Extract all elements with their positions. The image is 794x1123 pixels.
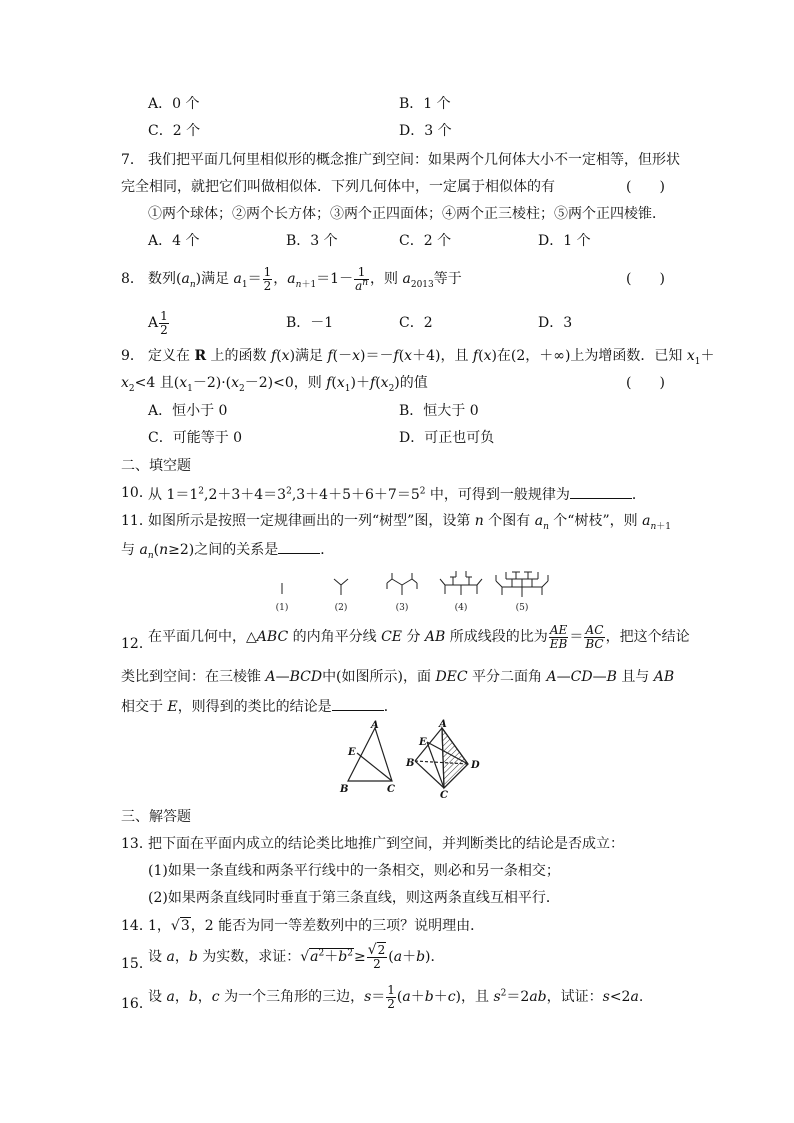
q16-number: 16． xyxy=(121,996,153,1012)
q11-number: 11． xyxy=(121,513,153,529)
tree-label-2: (2) xyxy=(334,603,348,613)
tree-figure xyxy=(270,568,570,616)
tree-label-4: (4) xyxy=(454,603,468,613)
fig-label-b: B xyxy=(340,784,349,795)
fig-label-b2: B xyxy=(406,758,415,769)
q9-option-a: A．恒小于 0 xyxy=(148,403,228,419)
tree-label-5: (5) xyxy=(515,603,529,613)
q13-number: 13． xyxy=(121,836,153,852)
q6-option-d: D．3 个 xyxy=(399,123,452,139)
q6-option-a: A．0 个 xyxy=(148,96,200,112)
q9-answer-paren: ( ) xyxy=(626,375,665,391)
section-2-heading: 二、填空题 xyxy=(121,458,191,474)
q12-line-2: 类比到空间：在三棱锥 A—BCD中(如图所示)，面 DEC 平分二面角 A—CD—B 且与 AB xyxy=(121,669,675,685)
q12-figure xyxy=(335,718,495,798)
fig-label-e2: E xyxy=(419,737,427,748)
q13-line-3: (2)如果两条直线同时垂直于第三条直线，则这两条直线互相平行． xyxy=(148,890,560,906)
q9-option-d: D．可正也可负 xyxy=(399,430,495,446)
q7-option-d: D．1 个 xyxy=(538,233,591,249)
q7-line-1: 我们把平面几何里相似形的概念推广到空间：如果两个几何体大小不一定相等，但形状 xyxy=(148,152,680,168)
q12-line-1: 在平面几何中，△ABC 的内角平分线 CE 分 AB 所成线段的比为 $\frac{AE}{EB}$ ＝ $\frac{AC}{BC}$ ，把这个结论 xyxy=(148,622,690,651)
q12-line-3: 相交于 E，则得到的类比的结论是 ． xyxy=(121,696,398,716)
q8-option-b: B．－1 xyxy=(286,315,334,331)
tree-3 xyxy=(387,573,417,595)
q9-option-c: C．可能等于 0 xyxy=(148,430,243,446)
q7-option-a: A．4 个 xyxy=(148,233,200,249)
fig-label-a2: A xyxy=(439,719,447,730)
q8-option-c: C．2 xyxy=(399,315,433,331)
q11-line-1: 如图所示是按照一定规律画出的一列“树型”图，设第 n 个图有 $a_n$ 个“树枝”，则 $a_{n+1}$ xyxy=(148,513,671,532)
fig-label-c: C xyxy=(387,784,395,795)
q14-stem: 1，√3，2 能否为同一等差数列中的三项？说明理由． xyxy=(148,918,485,934)
fig-label-e: E xyxy=(348,747,356,758)
q6-option-b: B．1 个 xyxy=(399,96,451,112)
q10-number: 10． xyxy=(121,485,153,501)
q8-answer-paren: ( ) xyxy=(626,271,665,287)
q16-stem: 设 a，b，c 为一个三角形的三边，s＝ $\frac{1}{2}$ (a＋b＋c)，且 $s^2=2ab$，试证：s<2a. xyxy=(148,982,644,1011)
tree-label-3: (3) xyxy=(395,603,409,613)
q13-line-2: (1)如果一条直线和两条平行线中的一条相交，则必和另一条相交； xyxy=(148,863,560,879)
q7-items: ①两个球体；②两个长方体；③两个正四面体；④两个正三棱柱；⑤两个正四棱锥． xyxy=(148,206,666,222)
q7-line-2: 完全相同，就把它们叫做相似体．下列几何体中，一定属于相似体的有 xyxy=(121,179,555,195)
section-3-heading: 三、解答题 xyxy=(121,809,191,825)
fig-label-d: D xyxy=(471,760,480,771)
q6-option-c: C．2 个 xyxy=(148,123,201,139)
tree-4 xyxy=(440,571,482,595)
tree-5 xyxy=(496,572,548,597)
tree-2 xyxy=(334,579,348,595)
q13-line-1: 把下面在平面内成立的结论类比地推广到空间，并判断类比的结论是否成立： xyxy=(148,836,624,852)
q7-answer-paren: ( ) xyxy=(626,179,665,195)
q9-line-1: 定义在 R 上的函数 f(x)满足 f(－x)＝－f(x＋4)，且 f(x)在(2，＋∞)上为增函数．已知 $x_1+$ xyxy=(148,348,715,367)
q10-stem: 从 $1=1^2,2+3+4=3^2,3+4+5+6+7=5^2$ 中，可得到一般规律为 ． xyxy=(148,484,646,504)
q14-number: 14． xyxy=(121,918,153,934)
q8-option-d: D．3 xyxy=(538,315,573,331)
q9-number: 9． xyxy=(121,348,144,364)
q7-number: 7． xyxy=(121,152,144,168)
q8-number: 8． xyxy=(121,271,144,287)
q12-number: 12． xyxy=(121,636,153,652)
fig-label-c2: C xyxy=(440,790,448,798)
q9-line-2: $x_2<4$ 且$(x_1-2)\cdot(x_2-2)<0$，则 $f(x_1)+f(x_2)$的值 xyxy=(121,375,428,394)
q7-option-b: B．3 个 xyxy=(286,233,338,249)
fig-label-a: A xyxy=(371,720,379,731)
q7-option-c: C．2 个 xyxy=(399,233,452,249)
q15-stem: 设 a，b 为实数，求证：$√a^2+b^2\ge$ $\frac{√2}{2}$ (a＋b)． xyxy=(148,941,445,971)
q11-line-2: 与 $a_n(n\ge 2)$之间的关系是 ． xyxy=(121,539,334,559)
tree-label-1: (1) xyxy=(275,603,289,613)
q15-number: 15． xyxy=(121,956,153,972)
q8-stem: 数列$(a_n)$满足 $a_1=$ $\frac{1}{2}$ ，$a_{n+1}=1-$ $\frac{1}{a^n}$ ，则 $a_{2013}$等于 xyxy=(148,264,462,293)
q8-option-a: A $\frac{1}{2}$ xyxy=(148,308,168,337)
q9-option-b: B．恒大于 0 xyxy=(399,403,479,419)
